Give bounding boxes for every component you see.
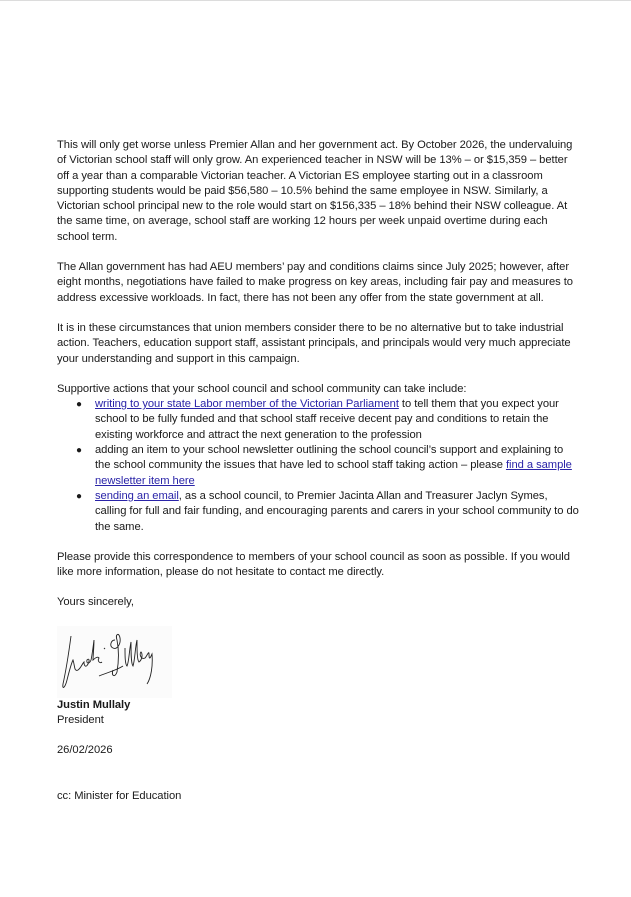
sample-newsletter-link[interactable]: find a sample newsletter item here	[95, 459, 572, 487]
letter-date: 26/02/2026	[57, 744, 113, 757]
bullet-icon: ●	[76, 445, 82, 457]
action-item-email	[57, 489, 579, 535]
signatory-title: President	[57, 714, 104, 727]
action-item-newsletter	[57, 443, 579, 489]
letter-body	[57, 138, 579, 804]
action-text: to tell them that you expect your school to be fully funded and that school staff receive decent pay and conditions to retain the existing workforce and attract the next generation to the profession	[95, 398, 559, 441]
paragraph-pay-gap: This will only get worse unless Premier Allan and her government act. By October 2026, the undervaluing of Victorian school staff will only grow. An experienced teacher in NSW will be 13% – or $15,359 – better off a year than a comparable Victorian teacher. A Victorian ES employee starting out in a classroom supporting students would be paid $56,580 – 10.5% behind the same employee in NSW. Similarly, a Victorian school principal new to the role would start on $156,335 – 18% behind their NSW colleague. At the same time, on average, school staff are working 12 hours per week unpaid overtime during each school term.	[57, 139, 573, 243]
paragraph-industrial-action: It is in these circumstances that union members consider there to be no alternative but to take industrial action. Teachers, education support staff, assistant principals, and principals would very much appreciate your understanding and support in this campaign.	[57, 321, 571, 365]
send-email-link[interactable]: sending an email	[95, 489, 179, 502]
actions-list	[57, 397, 579, 535]
cc-line: cc: Minister for Education	[57, 789, 182, 802]
paragraph-provide-correspondence: Please provide this correspondence to members of your school council as soon as possible. If you would like more information, please do not hesitate to contact me directly.	[57, 550, 570, 579]
action-text: , as a school council, to Premier Jacinta Allan and Treasurer Jaclyn Symes, calling for full and fair funding, and encouraging parents and carers in your school community to do the same.	[95, 489, 579, 533]
bullet-icon: ●	[76, 490, 82, 502]
bullet-icon: ●	[76, 399, 82, 411]
action-item-write-mp	[57, 397, 579, 443]
signatory-name: Justin Mullaly	[57, 698, 131, 711]
action-text: adding an item to your school newsletter outlining the school council’s support and explaining to the school community the issues that have led to school staff taking action – please	[95, 444, 564, 472]
paragraph-negotiations: The Allan government has had AEU members’ pay and conditions claims since July 2025; however, after eight months, negotiations have failed to make progress on key areas, including fair pay and measures to address excessive workloads. In fact, there has not been any offer from the state government at all.	[57, 261, 573, 304]
actions-intro: Supportive actions that your school council and school community can take include:	[57, 382, 467, 395]
signature-image	[57, 626, 172, 698]
write-to-mp-link[interactable]: writing to your state Labor member of the Victorian Parliament	[95, 398, 399, 411]
closing-salutation: Yours sincerely,	[57, 596, 134, 609]
